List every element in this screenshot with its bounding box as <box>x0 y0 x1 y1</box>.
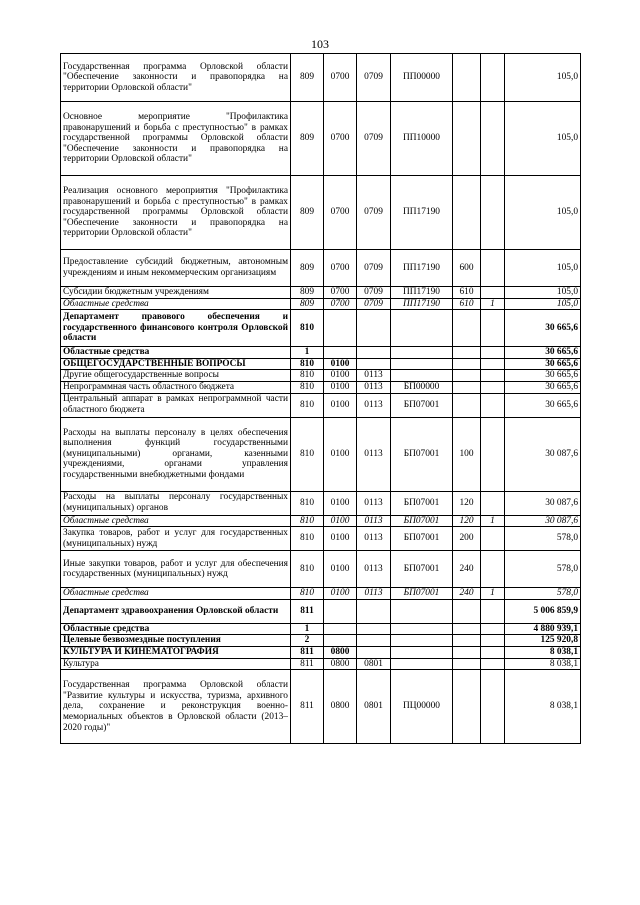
table-row <box>61 635 581 647</box>
row-target-article: ПП10000 <box>391 102 453 176</box>
row-amount: 105,0 <box>505 102 581 176</box>
row-funding-source: 1 <box>481 298 505 310</box>
row-amount: 30 665,6 <box>505 358 581 370</box>
row-section: 0100 <box>324 381 357 393</box>
row-subsection: 0709 <box>357 54 391 102</box>
row-amount: 578,0 <box>505 588 581 600</box>
row-section: 0100 <box>324 551 357 588</box>
row-section: 0700 <box>324 298 357 310</box>
row-name: Областные средства <box>61 347 291 359</box>
row-target-article <box>391 599 453 623</box>
table-row <box>61 417 581 491</box>
row-subsection: 0113 <box>357 551 391 588</box>
row-funding-source <box>481 646 505 658</box>
table-row <box>61 658 581 670</box>
row-target-article: ПП17190 <box>391 298 453 310</box>
row-code: 809 <box>291 176 324 250</box>
row-amount: 125 920,8 <box>505 635 581 647</box>
row-target-article: ПЦ00000 <box>391 670 453 744</box>
row-funding-source: 1 <box>481 588 505 600</box>
row-funding-source <box>481 358 505 370</box>
row-section: 0100 <box>324 491 357 515</box>
row-subsection <box>357 358 391 370</box>
row-amount: 4 880 939,1 <box>505 623 581 635</box>
row-subsection <box>357 347 391 359</box>
row-name: Государственная программа Орловской области "Обеспечение законности и правопорядка на территории Орловской области" <box>61 54 291 102</box>
row-expense-type: 240 <box>453 588 481 600</box>
row-subsection <box>357 599 391 623</box>
row-funding-source <box>481 393 505 417</box>
row-target-article: БП07001 <box>391 588 453 600</box>
row-section <box>324 310 357 347</box>
row-code: 809 <box>291 102 324 176</box>
row-expense-type <box>453 370 481 382</box>
row-section: 0100 <box>324 393 357 417</box>
budget-table-body <box>61 54 581 744</box>
row-amount: 105,0 <box>505 287 581 299</box>
table-row <box>61 588 581 600</box>
table-row <box>61 515 581 527</box>
row-target-article: ПП17190 <box>391 250 453 287</box>
row-target-article <box>391 358 453 370</box>
row-funding-source <box>481 381 505 393</box>
row-name: Расходы на выплаты персоналу государственных (муниципальных) органов <box>61 491 291 515</box>
row-expense-type <box>453 310 481 347</box>
row-funding-source <box>481 527 505 551</box>
row-code: 809 <box>291 54 324 102</box>
row-amount: 30 087,6 <box>505 491 581 515</box>
row-name: Департамент здравоохранения Орловской области <box>61 599 291 623</box>
row-target-article: БП07001 <box>391 527 453 551</box>
row-code: 810 <box>291 515 324 527</box>
row-expense-type <box>453 599 481 623</box>
row-target-article <box>391 370 453 382</box>
row-target-article <box>391 646 453 658</box>
row-amount: 8 038,1 <box>505 646 581 658</box>
row-section <box>324 635 357 647</box>
row-funding-source <box>481 176 505 250</box>
row-expense-type <box>453 347 481 359</box>
row-code: 809 <box>291 287 324 299</box>
row-expense-type <box>453 670 481 744</box>
row-expense-type: 600 <box>453 250 481 287</box>
row-subsection: 0801 <box>357 658 391 670</box>
row-code: 810 <box>291 310 324 347</box>
row-target-article <box>391 623 453 635</box>
row-expense-type: 200 <box>453 527 481 551</box>
row-target-article: ПП17190 <box>391 176 453 250</box>
row-subsection <box>357 635 391 647</box>
row-subsection: 0113 <box>357 527 391 551</box>
row-amount: 30 665,6 <box>505 393 581 417</box>
table-row <box>61 381 581 393</box>
row-code: 811 <box>291 646 324 658</box>
row-code: 811 <box>291 599 324 623</box>
row-section: 0800 <box>324 646 357 658</box>
row-code: 810 <box>291 588 324 600</box>
row-target-article <box>391 635 453 647</box>
table-row <box>61 370 581 382</box>
row-name: Целевые безвозмездные поступления <box>61 635 291 647</box>
row-section: 0700 <box>324 102 357 176</box>
page-number: 103 <box>311 37 329 51</box>
row-section: 0700 <box>324 54 357 102</box>
row-code: 811 <box>291 670 324 744</box>
table-row <box>61 527 581 551</box>
row-name: Реализация основного мероприятия "Профилактика правонарушений и борьба с преступностью" в рамках государственной программы Орловской области "Обеспечение законности и правопорядка на территории Орловской области" <box>61 176 291 250</box>
row-funding-source <box>481 287 505 299</box>
row-name: Культура <box>61 658 291 670</box>
row-code: 810 <box>291 358 324 370</box>
row-amount: 8 038,1 <box>505 670 581 744</box>
budget-table <box>60 53 581 744</box>
row-funding-source <box>481 54 505 102</box>
row-section: 0700 <box>324 250 357 287</box>
row-section <box>324 599 357 623</box>
row-funding-source <box>481 551 505 588</box>
row-expense-type <box>453 176 481 250</box>
row-expense-type: 120 <box>453 491 481 515</box>
row-section: 0800 <box>324 658 357 670</box>
row-target-article: ПП00000 <box>391 54 453 102</box>
row-amount: 30 087,6 <box>505 515 581 527</box>
row-funding-source <box>481 635 505 647</box>
row-section: 0700 <box>324 176 357 250</box>
row-subsection: 0113 <box>357 515 391 527</box>
table-row <box>61 250 581 287</box>
row-code: 810 <box>291 381 324 393</box>
row-code: 809 <box>291 298 324 310</box>
row-funding-source <box>481 658 505 670</box>
row-expense-type <box>453 358 481 370</box>
row-funding-source <box>481 250 505 287</box>
row-code: 1 <box>291 623 324 635</box>
row-amount: 105,0 <box>505 298 581 310</box>
row-subsection: 0113 <box>357 417 391 491</box>
row-subsection: 0709 <box>357 250 391 287</box>
row-name: Предоставление субсидий бюджетным, автономным учреждениям и иным некоммерческим организациям <box>61 250 291 287</box>
row-target-article: БП00000 <box>391 381 453 393</box>
row-code: 810 <box>291 393 324 417</box>
row-expense-type <box>453 54 481 102</box>
row-amount: 105,0 <box>505 54 581 102</box>
row-amount: 105,0 <box>505 176 581 250</box>
row-target-article: ПП17190 <box>391 287 453 299</box>
row-target-article <box>391 658 453 670</box>
table-row <box>61 54 581 102</box>
row-name: Другие общегосударственные вопросы <box>61 370 291 382</box>
row-section: 0100 <box>324 370 357 382</box>
row-code: 1 <box>291 347 324 359</box>
row-funding-source <box>481 599 505 623</box>
table-row <box>61 176 581 250</box>
row-code: 811 <box>291 658 324 670</box>
row-subsection: 0113 <box>357 393 391 417</box>
table-row <box>61 310 581 347</box>
table-row <box>61 491 581 515</box>
table-row <box>61 551 581 588</box>
row-name: Расходы на выплаты персоналу в целях обеспечения выполнения функций государственными (муниципальными) органами, казенными учреждениями, органами управления государственными внебюджетными фондами <box>61 417 291 491</box>
row-code: 2 <box>291 635 324 647</box>
row-amount: 30 665,6 <box>505 381 581 393</box>
row-subsection: 0709 <box>357 102 391 176</box>
row-subsection: 0709 <box>357 298 391 310</box>
row-section: 0100 <box>324 527 357 551</box>
row-section: 0100 <box>324 588 357 600</box>
table-row <box>61 102 581 176</box>
row-target-article: БП07001 <box>391 417 453 491</box>
table-row <box>61 670 581 744</box>
row-expense-type <box>453 658 481 670</box>
row-subsection: 0113 <box>357 491 391 515</box>
row-expense-type: 120 <box>453 515 481 527</box>
row-subsection: 0113 <box>357 370 391 382</box>
row-name: Основное мероприятие "Профилактика правонарушений и борьба с преступностью" в рамках государственной программы Орловской области "Обеспечение законности и правопорядка на территории Орловской области" <box>61 102 291 176</box>
row-target-article: БП07001 <box>391 551 453 588</box>
table-row <box>61 287 581 299</box>
row-section: 0100 <box>324 358 357 370</box>
row-subsection: 0113 <box>357 381 391 393</box>
table-row <box>61 298 581 310</box>
row-name: Субсидии бюджетным учреждениям <box>61 287 291 299</box>
row-expense-type: 100 <box>453 417 481 491</box>
row-name: ОБЩЕГОСУДАРСТВЕННЫЕ ВОПРОСЫ <box>61 358 291 370</box>
row-subsection <box>357 310 391 347</box>
table-row <box>61 623 581 635</box>
row-name: Областные средства <box>61 588 291 600</box>
row-expense-type <box>453 393 481 417</box>
row-subsection: 0709 <box>357 176 391 250</box>
row-expense-type <box>453 623 481 635</box>
row-amount: 8 038,1 <box>505 658 581 670</box>
row-funding-source: 1 <box>481 515 505 527</box>
row-expense-type <box>453 102 481 176</box>
row-expense-type <box>453 635 481 647</box>
row-code: 810 <box>291 370 324 382</box>
row-amount: 5 006 859,9 <box>505 599 581 623</box>
row-amount: 30 665,6 <box>505 310 581 347</box>
row-funding-source <box>481 417 505 491</box>
row-code: 810 <box>291 527 324 551</box>
row-subsection: 0709 <box>357 287 391 299</box>
row-target-article: БП07001 <box>391 393 453 417</box>
row-subsection: 0113 <box>357 588 391 600</box>
row-expense-type: 240 <box>453 551 481 588</box>
table-row <box>61 599 581 623</box>
row-name: Областные средства <box>61 515 291 527</box>
row-expense-type: 610 <box>453 298 481 310</box>
row-amount: 578,0 <box>505 551 581 588</box>
row-section: 0700 <box>324 287 357 299</box>
row-target-article <box>391 310 453 347</box>
row-name: Закупка товаров, работ и услуг для государственных (муниципальных) нужд <box>61 527 291 551</box>
row-code: 810 <box>291 417 324 491</box>
row-subsection <box>357 623 391 635</box>
row-amount: 30 665,6 <box>505 347 581 359</box>
row-funding-source <box>481 623 505 635</box>
table-row <box>61 393 581 417</box>
row-code: 810 <box>291 491 324 515</box>
row-section <box>324 347 357 359</box>
row-name: Иные закупки товаров, работ и услуг для обеспечения государственных (муниципальных) нужд <box>61 551 291 588</box>
row-name: Государственная программа Орловской области "Развитие культуры и искусства, туризма, архивного дела, сохранение и реконструкция военно-мемориальных объектов в Орловской области (2013–2020 годы)" <box>61 670 291 744</box>
row-funding-source <box>481 310 505 347</box>
row-code: 809 <box>291 250 324 287</box>
table-row <box>61 358 581 370</box>
row-name: Областные средства <box>61 298 291 310</box>
row-amount: 578,0 <box>505 527 581 551</box>
row-target-article: БП07001 <box>391 515 453 527</box>
row-name: Центральный аппарат в рамках непрограммной части областного бюджета <box>61 393 291 417</box>
row-section: 0100 <box>324 417 357 491</box>
row-expense-type <box>453 381 481 393</box>
row-section: 0800 <box>324 670 357 744</box>
row-code: 810 <box>291 551 324 588</box>
row-name: Департамент правового обеспечения и государственного финансового контроля Орловской области <box>61 310 291 347</box>
row-funding-source <box>481 670 505 744</box>
row-expense-type <box>453 646 481 658</box>
row-funding-source <box>481 370 505 382</box>
row-amount: 30 665,6 <box>505 370 581 382</box>
row-funding-source <box>481 491 505 515</box>
table-row <box>61 347 581 359</box>
row-funding-source <box>481 347 505 359</box>
row-amount: 105,0 <box>505 250 581 287</box>
row-target-article: БП07001 <box>391 491 453 515</box>
table-row <box>61 646 581 658</box>
row-name: Областные средства <box>61 623 291 635</box>
row-expense-type: 610 <box>453 287 481 299</box>
row-subsection: 0801 <box>357 670 391 744</box>
row-name: Непрограммная часть областного бюджета <box>61 381 291 393</box>
row-name: КУЛЬТУРА И КИНЕМАТОГРАФИЯ <box>61 646 291 658</box>
row-subsection <box>357 646 391 658</box>
row-section <box>324 623 357 635</box>
row-section: 0100 <box>324 515 357 527</box>
row-target-article <box>391 347 453 359</box>
row-amount: 30 087,6 <box>505 417 581 491</box>
row-funding-source <box>481 102 505 176</box>
